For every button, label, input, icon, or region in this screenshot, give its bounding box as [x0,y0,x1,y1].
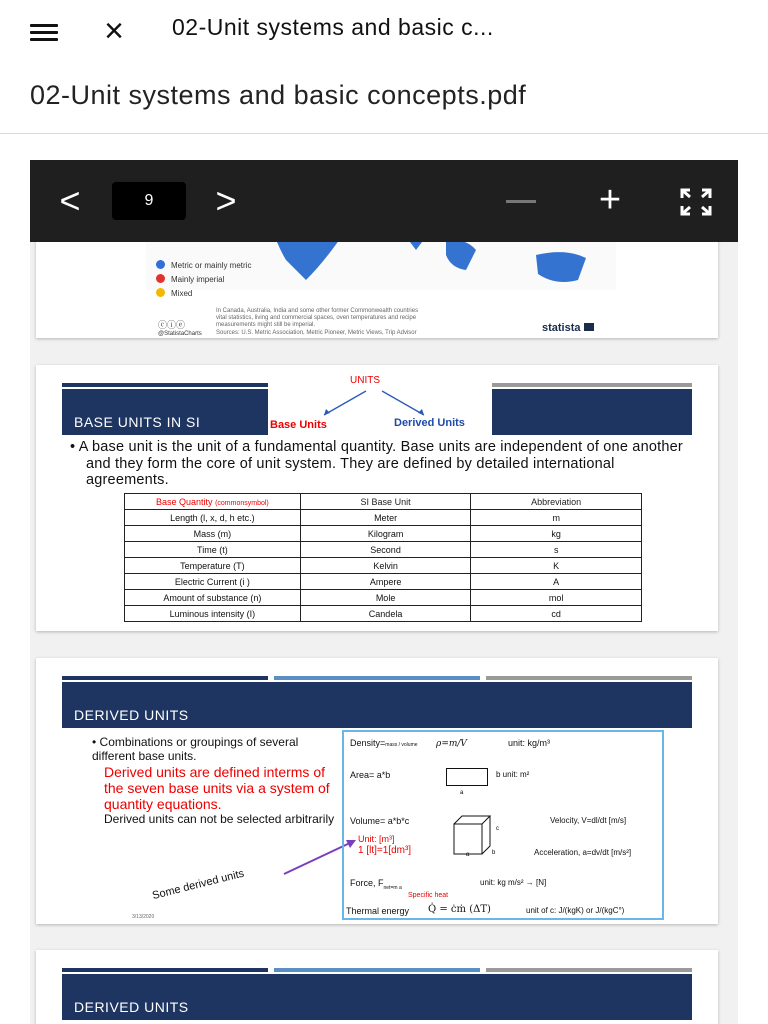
volume-unit-1: Unit: [m³] [358,834,395,844]
legend-dot-imperial [156,274,165,283]
cc-logo: ⓒⓘⓔ @StatistaCharts [158,320,202,337]
page-number-input[interactable]: 9 [112,182,186,220]
zoom-out-button[interactable] [506,200,536,203]
table-header-row [125,494,642,510]
slide-bullet: • Combinations or groupings of several different base units. Derived units are defined interms of the seven base units via a system of quantity equations. Derived units can not be selected arbitrarily [92,735,335,826]
zoom-in-button[interactable]: + [598,179,622,221]
table-row: Amount of substance (n) Mole mol [125,590,642,606]
app-title: 02-Unit systems and basic c... [172,14,494,40]
header-bar [274,968,480,972]
header-bar [486,676,692,680]
slide-title: DERIVED UNITS [74,999,189,1015]
legend-item: Mixed [156,288,192,298]
force-label: Force, $F_{net=m a}$ [350,878,402,891]
volume-unit-2: 1 [lt]=1[dm³] [358,845,412,856]
units-diagram-right: Derived Units [394,417,465,429]
table-header-cell: Abbreviation [471,494,642,510]
velocity-label: Velocity, V=dl/dt [m/s] [550,816,627,825]
header-bar [274,676,480,680]
slide-derived-units [36,658,718,924]
viewer-toolbar [30,160,738,242]
divider [0,133,768,134]
table-row: Temperature (T) Kelvin K [125,558,642,574]
units-diagram-left: Base Units [270,419,327,431]
volume-label-c: c [496,826,499,832]
header-bar [62,383,268,387]
slide-title: BASE UNITS IN SI [74,414,201,430]
map-note: In Canada, Australia, India and some other former Commonwealth countries [216,308,419,314]
next-page-button[interactable]: > [215,180,237,221]
map-note: measurements might still be imperial. [216,322,316,328]
area-unit: b unit: m² [496,770,530,779]
table-row: Electric Current (i ) Ampere A [125,574,642,590]
slide-base-units [36,365,718,631]
close-icon[interactable]: × [104,12,124,50]
thermal-label: Thermal energy [346,906,410,916]
legend-item: Mainly imperial [156,274,224,284]
header-bar [492,383,692,387]
volume-label-a: a [466,852,470,858]
header-bar [62,676,268,680]
volume-label-b: b [492,850,496,856]
map-sources: Sources: U.S. Metric Association, Metric Pioneer, Metric Views, Trip Advisor [216,330,417,336]
slide-bullet: • A base unit is the unit of a fundamental quantity. Base units are independent of one another and they form the core of unit system. They are defined by detailed international agreements. [70,439,683,489]
fullscreen-icon[interactable] [680,188,712,216]
area-label-a: a [460,790,464,796]
table-row: Length (l, x, d, h etc.) Meter m [125,510,642,526]
table-header-cell: Base Quantity (commonsymbol) [125,494,301,510]
area-rect [446,768,488,786]
slide-title: DERIVED UNITS [74,707,189,723]
prev-page-button[interactable]: < [59,180,81,221]
statista-logo: statista [542,322,594,334]
header-bar [486,968,692,972]
slide-date: 3/13/2020 [132,914,155,920]
legend-dot-mixed [156,288,165,297]
table-row: Luminous intensity (I) Candela cd [125,606,642,622]
units-diagram-arrows [296,387,466,419]
legend-item: Metric or mainly metric [156,260,251,270]
volume-label: Volume= a*b*c [350,816,410,826]
table-header-cell: SI Base Unit [300,494,471,510]
table-row: Time (t) Second s [125,542,642,558]
app-bar [0,0,768,62]
document-title: 02-Unit systems and basic concepts.pdf [30,80,527,110]
legend-dot-metric [156,260,165,269]
menu-icon[interactable] [28,18,62,46]
pdf-viewer[interactable] [30,160,738,1024]
thermal-equation: Q̇ = ċṁ (ΔT) [428,904,491,915]
density-unit: unit: kg/m³ [508,738,551,748]
thermal-unit: unit of c: J/(kgK) or J/(kgC°) [526,906,625,915]
table-row: Mass (m) Kilogram kg [125,526,642,542]
header-bar [62,968,268,972]
formula-box [342,730,664,920]
area-label: Area= a*b [350,770,391,780]
force-unit: unit: kg m/s² → [N] [480,878,547,887]
map-note: vital statistics, living and commercial spaces, oven temperatures and recipe [216,315,417,321]
slide-header [492,389,692,435]
acceleration-label: Acceleration, a=dv/dt [m/s²] [534,848,632,857]
base-units-table [124,493,642,622]
slide-derived-units-2 [36,950,718,1024]
density-label: Density=mass / volume ρ=m/V [350,738,467,749]
units-diagram-top: UNITS [350,375,380,386]
specific-heat-label: Specific heat [408,892,449,899]
annotation-text: Some derived units [151,867,246,902]
